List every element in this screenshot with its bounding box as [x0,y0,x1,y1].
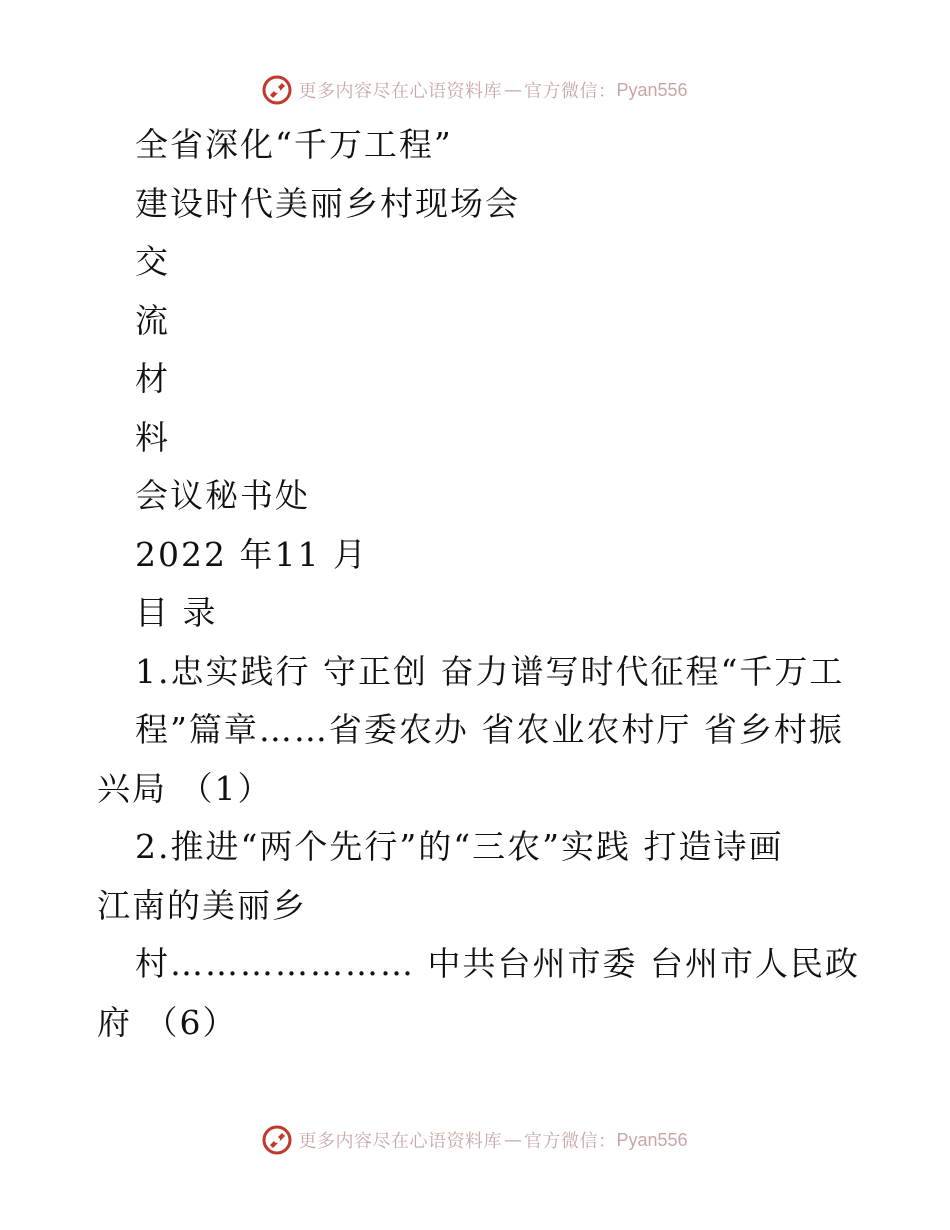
watermark-separator: — [503,1129,522,1151]
vertical-char: 材 [135,359,170,398]
watermark-footer [0,1120,950,1160]
seal-logo-icon [262,1125,292,1155]
watermark-wechat-label: 官方微信： [523,81,617,102]
seal-logo-icon [262,75,292,105]
toc-entry-1-line: 1.忠实践行 守正创 奋力谱写时代征程“千万工 [135,651,845,691]
doc-title-line-1: 全省深化“千万工程” [135,125,453,164]
toc-heading: 目 录 [135,593,218,632]
doc-title-line-2: 建设时代美丽乡村现场会 [135,183,520,223]
toc-entry-1-line: 兴局 （1） [97,768,273,808]
document-body [97,116,860,1052]
doc-organization: 会议秘书处 [135,476,310,515]
toc-entry-2-line: 2.推进“两个先行”的“三农”实践 打造诗画 [135,827,784,866]
vertical-char: 流 [135,300,170,340]
toc-entry-1-line: 程”篇章……省委农办 省农业农村厅 省乡村振 [135,710,844,749]
toc-entry-2-line: 府 （6） [97,1002,238,1042]
vertical-char: 料 [135,417,170,457]
watermark-wechat-id: Pyan556 [616,1129,688,1150]
watermark-separator: — [503,79,522,101]
toc-entry-2-line: 村………………… 中共台州市委 台州市人民政 [135,944,860,983]
doc-date: 2022 年11 月 [135,534,368,574]
watermark-text: 更多内容尽在心语资料库 [298,81,502,102]
watermark-text: 更多内容尽在心语资料库 [298,1131,502,1152]
watermark-wechat-id: Pyan556 [616,79,688,100]
watermark-wechat-label: 官方微信： [523,1131,617,1152]
watermark-header [0,70,950,110]
vertical-char: 交 [135,242,170,281]
toc-entry-2-line: 江南的美丽乡 [97,885,307,925]
